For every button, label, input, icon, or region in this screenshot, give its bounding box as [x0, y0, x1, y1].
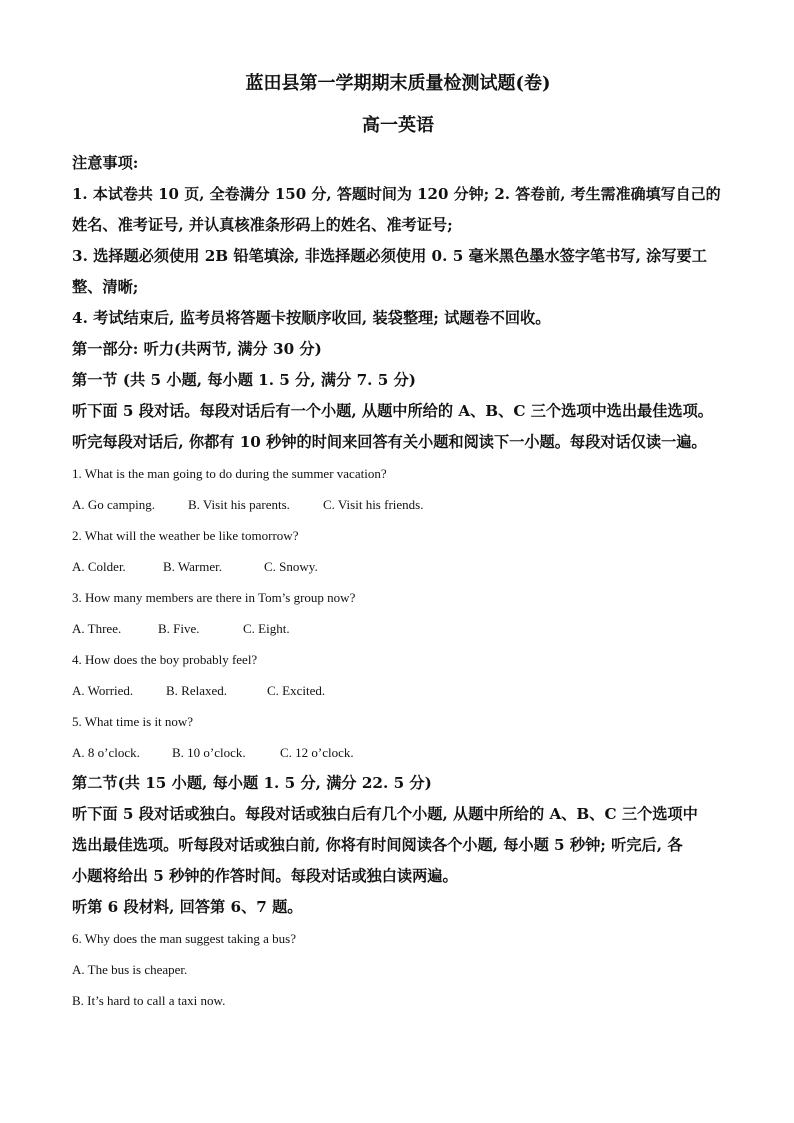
- question-3: 3. How many members are there in Tom’s group now?: [72, 590, 356, 605]
- question-1: 1. What is the man going to do during the summer vacation?: [72, 466, 387, 481]
- section2-heading: 第二节(共 15 小题, 每小题 1. 5 分, 满分 22. 5 分): [72, 774, 432, 792]
- note-item-1-cont: 姓名、准考证号, 并认真核准条形码上的姓名、准考证号;: [72, 216, 453, 234]
- question-3-options: [72, 613, 724, 644]
- section1-heading: 第一节 (共 5 小题, 每小题 1. 5 分, 满分 7. 5 分): [72, 371, 416, 389]
- question-6-option-a: A. The bus is cheaper.: [72, 962, 188, 977]
- question-1-options: [72, 489, 724, 520]
- option-b: B. Five.: [158, 621, 200, 636]
- option-a: A. Three.: [72, 621, 122, 636]
- question-4: 4. How does the boy probably feel?: [72, 652, 258, 667]
- option-c: C. Snowy.: [264, 559, 318, 574]
- question-6: 6. Why does the man suggest taking a bus?: [72, 931, 296, 946]
- option-c: C. Eight.: [243, 621, 290, 636]
- section2-instructions-line3: 小题将给出 5 秒钟的作答时间。每段对话或独白读两遍。: [72, 867, 458, 885]
- question-5-options: [72, 737, 724, 768]
- option-b: B. 10 o’clock.: [172, 745, 246, 760]
- option-b: B. Visit his parents.: [188, 497, 290, 512]
- section1-instructions-line2: 听完每段对话后, 你都有 10 秒钟的时间来回答有关小题和阅读下一小题。每段对话仅读一遍。: [72, 433, 707, 451]
- question-4-options: [72, 675, 724, 706]
- material-6-heading: 听第 6 段材料, 回答第 6、7 题。: [72, 898, 303, 916]
- option-b: B. Relaxed.: [166, 683, 228, 698]
- question-2: 2. What will the weather be like tomorrow?: [72, 528, 299, 543]
- option-c: C. 12 o’clock.: [280, 745, 354, 760]
- notes-heading: 注意事项:: [72, 154, 139, 172]
- part1-heading: 第一部分: 听力(共两节, 满分 30 分): [72, 340, 322, 358]
- exam-subtitle: 高一英语: [362, 115, 434, 136]
- exam-page: [72, 70, 724, 1016]
- section2-instructions-line1: 听下面 5 段对话或独白。每段对话或独白后有几个小题, 从题中所给的 A、B、C 三个选项中: [72, 805, 698, 823]
- option-a: A. Colder.: [72, 559, 126, 574]
- option-a: A. Worried.: [72, 683, 134, 698]
- exam-title: 蓝田县第一学期期末质量检测试题(卷): [245, 73, 551, 94]
- section1-instructions-line1: 听下面 5 段对话。每段对话后有一个小题, 从题中所给的 A、B、C 三个选项中选出最佳选项。: [72, 402, 713, 420]
- question-6-option-b: B. It’s hard to call a taxi now.: [72, 993, 226, 1008]
- section2-instructions-line2: 选出最佳选项。听每段对话或独白前, 你将有时间阅读各个小题, 每小题 5 秒钟; 听完后, 各: [72, 836, 683, 854]
- option-a: A. Go camping.: [72, 497, 156, 512]
- option-b: B. Warmer.: [163, 559, 223, 574]
- option-a: A. 8 o’clock.: [72, 745, 140, 760]
- question-5: 5. What time is it now?: [72, 714, 194, 729]
- option-c: C. Excited.: [267, 683, 326, 698]
- note-item-3-cont: 整、清晰;: [72, 278, 139, 296]
- note-item-3: 3. 选择题必须使用 2B 铅笔填涂, 非选择题必须使用 0. 5 毫米黑色墨水签字笔书写, 涂写要工: [72, 247, 707, 265]
- option-c: C. Visit his friends.: [323, 497, 424, 512]
- note-item-1: 1. 本试卷共 10 页, 全卷满分 150 分, 答题时间为 120 分钟; 2. 答卷前, 考生需准确填写自己的: [72, 185, 721, 203]
- note-item-4: 4. 考试结束后, 监考员将答题卡按顺序收回, 装袋整理; 试题卷不回收。: [72, 309, 551, 327]
- question-2-options: [72, 551, 724, 582]
